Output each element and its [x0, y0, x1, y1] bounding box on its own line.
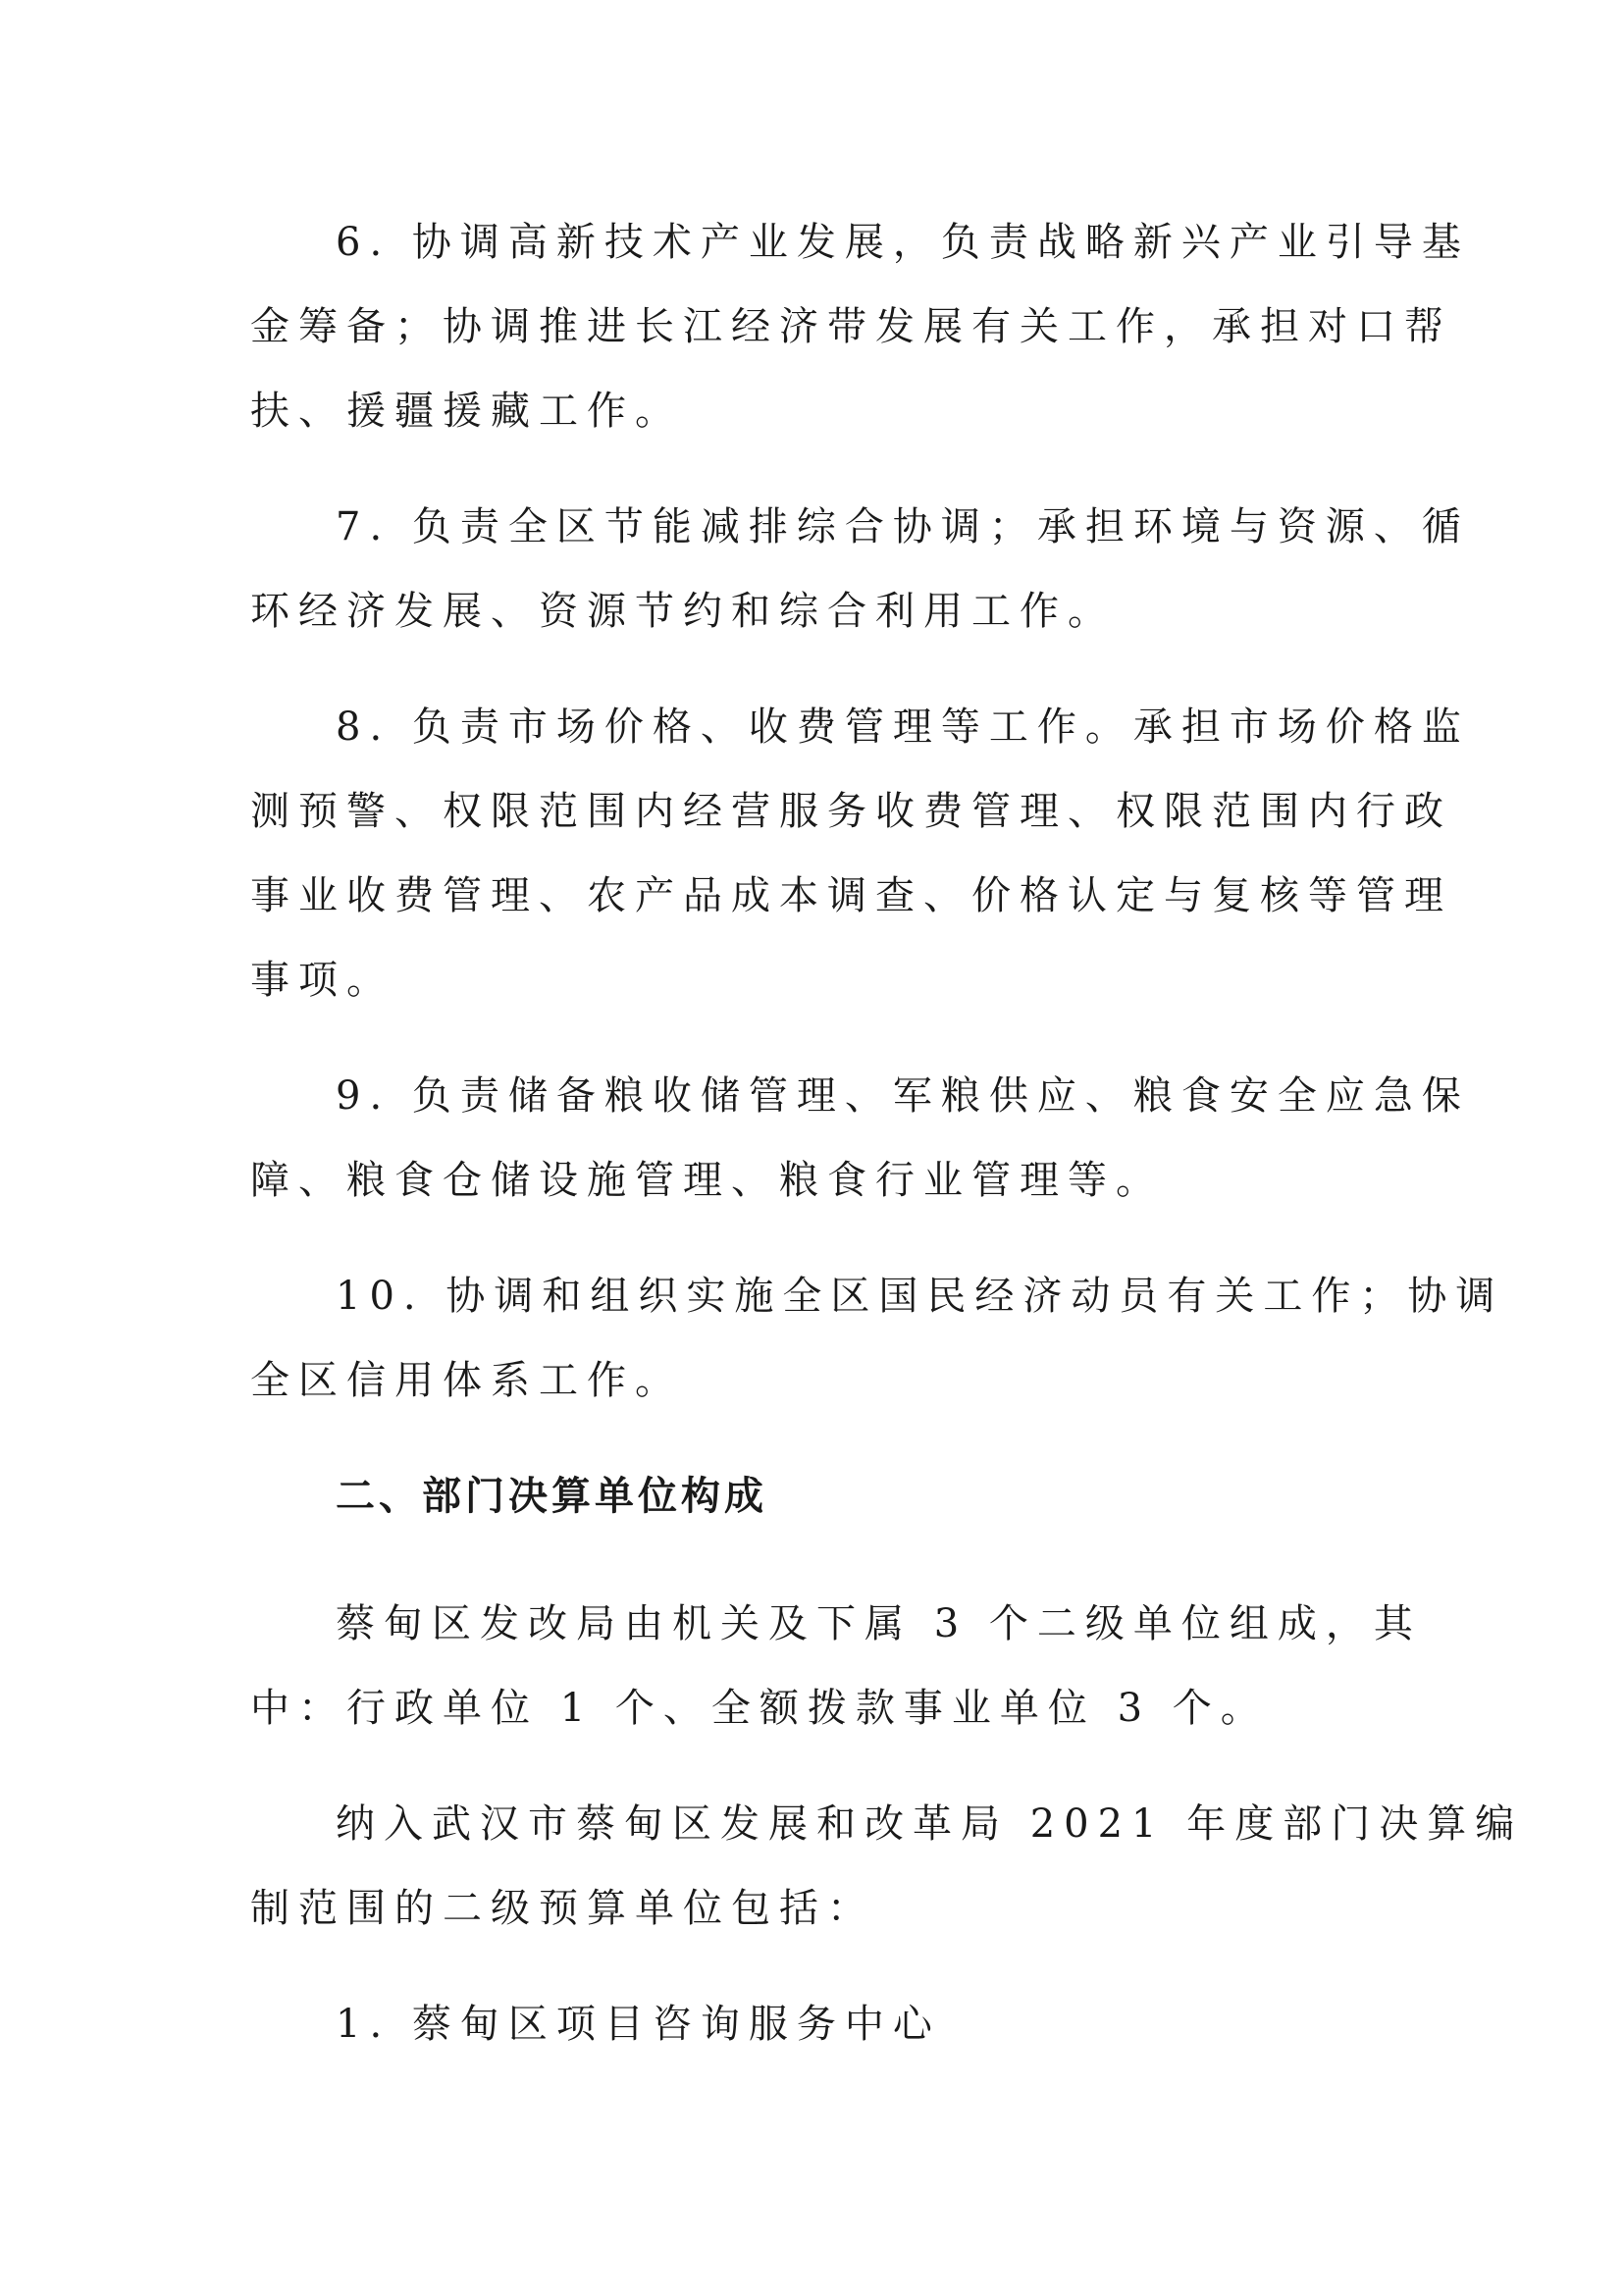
paragraph-line: 7. 负责全区节能减排综合协调；承担环境与资源、循	[336, 504, 1470, 549]
paragraph-line: 全区信用体系工作。	[250, 1358, 683, 1403]
paragraph-line: 测预警、权限范围内经营服务收费管理、权限范围内行政	[250, 789, 1452, 834]
paragraph-line: 制范围的二级预算单位包括：	[250, 1886, 875, 1931]
paragraph-line: 障、粮食仓储设施管理、粮食行业管理等。	[250, 1158, 1164, 1203]
paragraph-line: 事项。	[250, 958, 394, 1003]
section-heading: 二、部门决算单位构成	[336, 1474, 767, 1519]
paragraph-line: 金筹备；协调推进长江经济带发展有关工作，承担对口帮	[250, 304, 1452, 349]
paragraph-line: 环经济发展、资源节约和综合利用工作。	[250, 589, 1116, 634]
paragraph-line: 纳入武汉市蔡甸区发展和改革局 2021 年度部门决算编	[336, 1801, 1524, 1847]
paragraph-line: 6. 协调高新技术产业发展，负责战略新兴产业引导基	[336, 220, 1470, 265]
paragraph-line: 蔡甸区发改局由机关及下属 3 个二级单位组成，其	[336, 1601, 1422, 1646]
paragraph-line: 扶、援疆援藏工作。	[250, 389, 683, 434]
list-item: 1. 蔡甸区项目咨询服务中心	[336, 2002, 941, 2047]
paragraph-line: 9. 负责储备粮收储管理、军粮供应、粮食安全应急保	[336, 1073, 1470, 1119]
paragraph-line: 8. 负责市场价格、收费管理等工作。承担市场价格监	[336, 704, 1470, 750]
paragraph-line: 10. 协调和组织实施全区国民经济动员有关工作；协调	[336, 1274, 1504, 1319]
paragraph-line: 事业收费管理、农产品成本调查、价格认定与复核等管理	[250, 873, 1452, 918]
paragraph-line: 中：行政单位 1 个、全额拨款事业单位 3 个。	[250, 1686, 1269, 1731]
